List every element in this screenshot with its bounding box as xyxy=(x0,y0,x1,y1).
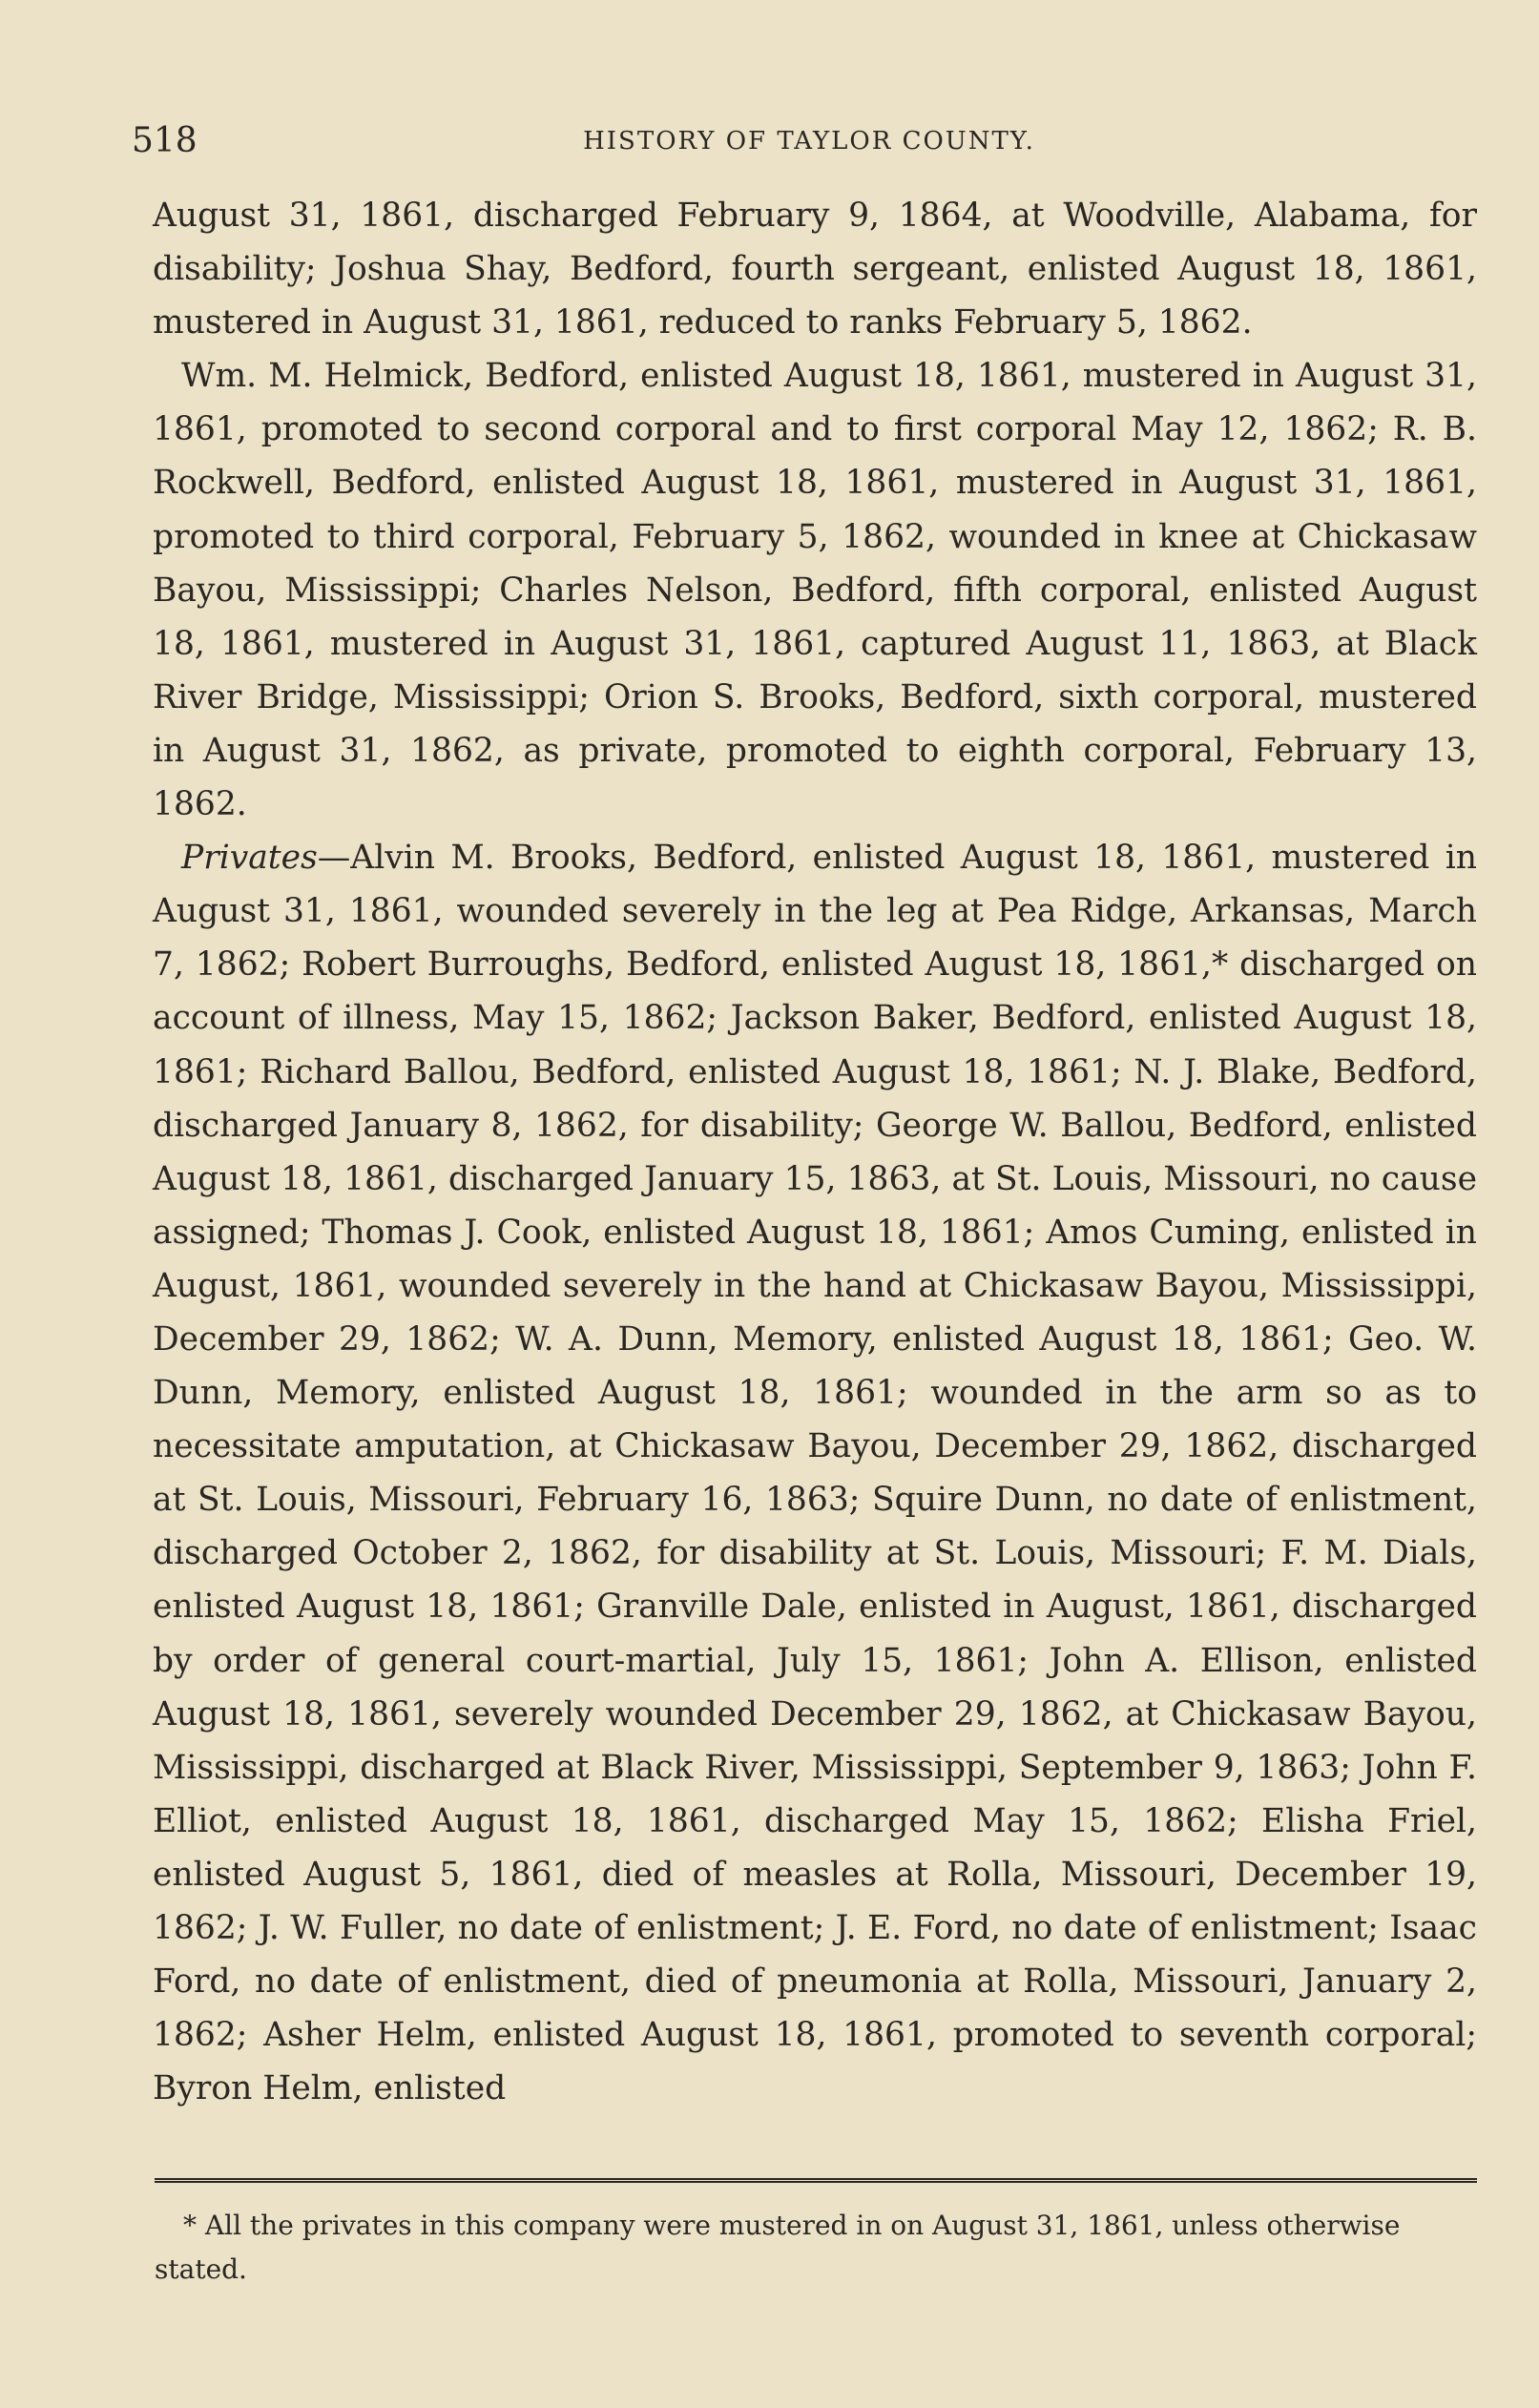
paragraph: Wm. M. Helmick, Bedford, enlisted August 18, 1861, mustered in August 31, 1861, promoted to second corporal and to first corporal May 12, 1862; R. B. Rockwell, Bedford, enlisted August 18, 1861, mustered in August 31, 1861, promoted to third corporal, February 5, 1862, wounded in knee at Chickasaw Bayou, Mississippi; Charles Nelson, Bedford, fifth corporal, enlisted August 18, 1861, mustered in August 31, 1861, captured August 11, 1863, at Black River Bridge, Mississippi; Orion S. Brooks, Bedford, sixth corporal, mustered in August 31, 1862, as private, promoted to eighth corporal, February 13, 1862. xyxy=(153,357,1477,824)
page-header xyxy=(132,113,1487,170)
page-number: 518 xyxy=(132,121,198,160)
body-text xyxy=(153,189,1477,2115)
privates-heading: Privates xyxy=(181,839,318,878)
paragraph: August 31, 1861, discharged February 9, 1864, at Woodville, Alabama, for disability; Joshua Shay, Bedford, fourth sergeant, enlisted August 18, 1861, mustered in August 31, 1861, reduced to ranks February 5, 1862. xyxy=(153,197,1477,343)
privates-text: —Alvin M. Brooks, Bedford, enlisted August 18, 1861, mustered in August 31, 1861, wounded severely in the leg at Pea Ridge, Arkansas, March 7, 1862; Robert Burroughs, Bedford, enlisted August 18, 1861,* discharged on account of illness, May 15, 1862; Jackson Baker, Bedford, enlisted August 18, 1861; Richard Ballou, Bedford, enlisted August 18, 1861; N. J. Blake, Bedford, discharged January 8, 1862, for disability; George W. Ballou, Bedford, enlisted August 18, 1861, discharged January 15, 1863, at St. Louis, Missouri, no cause assigned; Thomas J. Cook, enlisted August 18, 1861; Amos Cuming, enlisted in August, 1861, wounded severely in the hand at Chickasaw Bayou, Mississippi, December 29, 1862; W. A. Dunn, Memory, enlisted August 18, 1861; Geo. W. Dunn, Memory, enlisted August 18, 1861; wounded in the arm so as to necessitate amputation, at Chickasaw Bayou, December 29, 1862, discharged at St. Louis, Missouri, February 16, 1863; Squire Dunn, no date of enlistment, discharged October 2, 1862, for disability at St. Louis, Missouri; F. M. Dials, enlisted August 18, 1861; Granville Dale, enlisted in August, 1861, discharged by order of general court-martial, July 15, 1861; John A. Ellison, enlisted August 18, 1861, severely wounded December 29, 1862, at Chickasaw Bayou, Mississippi, discharged at Black River, Mississippi, September 9, 1863; John F. Elliot, enlisted August 18, 1861, discharged May 15, 1862; Elisha Friel, enlisted August 5, 1861, died of measles at Rolla, Missouri, December 19, 1862; J. W. Fuller, no date of enlistment; J. E. Ford, no date of enlistment; Isaac Ford, no date of enlistment, died of pneumonia at Rolla, Missouri, January 2, 1862; Asher Helm, enlisted August 18, 1861, promoted to seventh corporal; Byron Helm, enlisted xyxy=(153,839,1477,2108)
footnote: * All the privates in this company were mustered in on August 31, 1861, unless otherwise stated. xyxy=(155,2210,1401,2285)
running-head: HISTORY OF TAYLOR COUNTY. xyxy=(583,127,1035,156)
privates-paragraph xyxy=(153,831,1477,2115)
footnote-rule xyxy=(155,2178,1477,2183)
